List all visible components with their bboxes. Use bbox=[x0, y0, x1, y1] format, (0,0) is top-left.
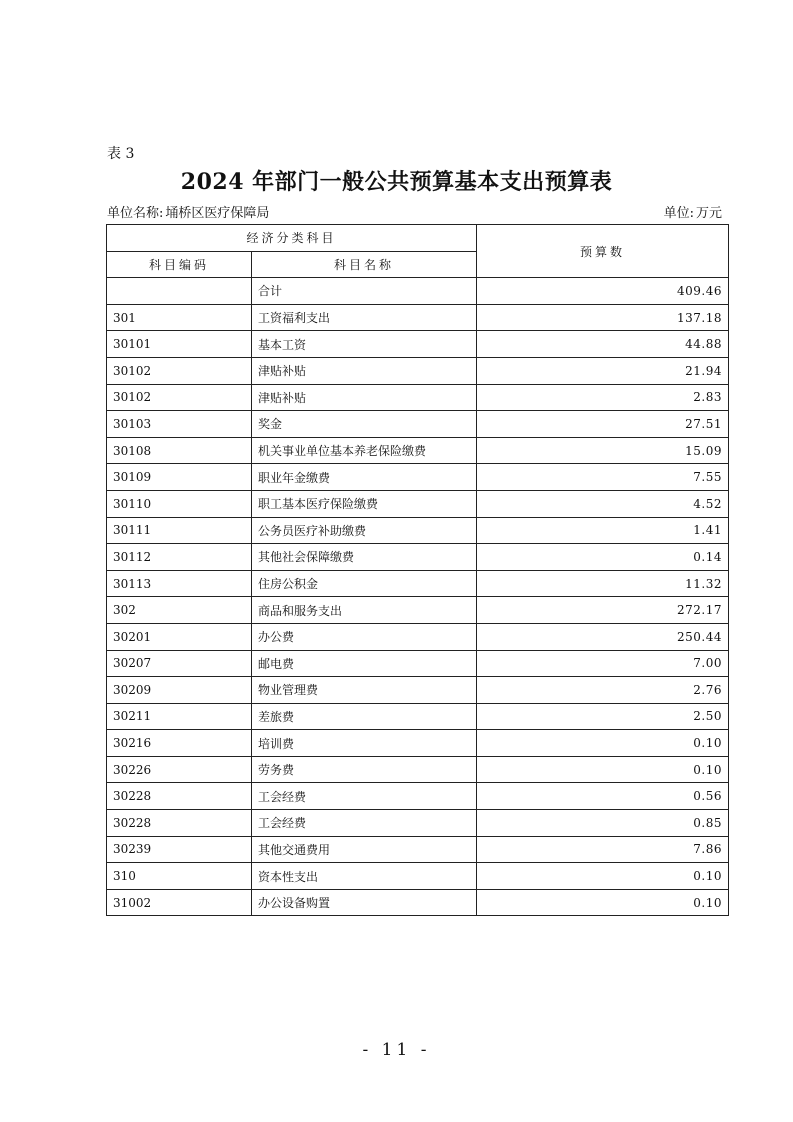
row-budget-amount: 0.10 bbox=[477, 730, 729, 757]
table-row bbox=[107, 304, 729, 331]
table-row bbox=[107, 570, 729, 597]
unit-label: 单位: bbox=[663, 206, 694, 221]
table-row bbox=[107, 650, 729, 677]
row-item-code: 30111 bbox=[107, 517, 252, 544]
row-item-name: 住房公积金 bbox=[252, 570, 477, 597]
row-item-name: 物业管理费 bbox=[252, 677, 477, 704]
table-row bbox=[107, 544, 729, 571]
table-row bbox=[107, 437, 729, 464]
row-item-code: 302 bbox=[107, 597, 252, 624]
row-item-name: 职业年金缴费 bbox=[252, 464, 477, 491]
row-budget-amount: 4.52 bbox=[477, 490, 729, 517]
table-row bbox=[107, 278, 729, 305]
row-item-code bbox=[107, 278, 252, 305]
unit-name-value: 埇桥区医疗保障局 bbox=[165, 206, 270, 221]
row-budget-amount: 7.86 bbox=[477, 836, 729, 863]
table-row bbox=[107, 889, 729, 916]
table-row bbox=[107, 623, 729, 650]
row-budget-amount: 0.85 bbox=[477, 810, 729, 837]
row-budget-amount: 2.76 bbox=[477, 677, 729, 704]
table-row bbox=[107, 703, 729, 730]
row-item-code: 30211 bbox=[107, 703, 252, 730]
table-row bbox=[107, 331, 729, 358]
table-row bbox=[107, 836, 729, 863]
row-item-code: 30226 bbox=[107, 756, 252, 783]
row-budget-amount: 44.88 bbox=[477, 331, 729, 358]
header-budget-amount: 预算数 bbox=[477, 225, 729, 278]
row-item-name: 培训费 bbox=[252, 730, 477, 757]
table-row bbox=[107, 384, 729, 411]
table-row bbox=[107, 517, 729, 544]
table-row bbox=[107, 677, 729, 704]
table-row bbox=[107, 490, 729, 517]
row-item-code: 30112 bbox=[107, 544, 252, 571]
table-row bbox=[107, 597, 729, 624]
row-budget-amount: 0.10 bbox=[477, 756, 729, 783]
row-item-code: 31002 bbox=[107, 889, 252, 916]
row-item-name: 其他社会保障缴费 bbox=[252, 544, 477, 571]
budget-table bbox=[106, 224, 729, 916]
page-title: 2024 年部门一般公共预算基本支出预算表 bbox=[180, 169, 613, 195]
unit-name-group bbox=[107, 202, 269, 221]
row-budget-amount: 272.17 bbox=[477, 597, 729, 624]
row-item-name: 工会经费 bbox=[252, 783, 477, 810]
row-budget-amount: 21.94 bbox=[477, 357, 729, 384]
table-row bbox=[107, 810, 729, 837]
unit-value: 万元 bbox=[695, 206, 722, 221]
row-item-name: 公务员医疗补助缴费 bbox=[252, 517, 477, 544]
row-budget-amount: 11.32 bbox=[477, 570, 729, 597]
row-item-name: 合计 bbox=[252, 278, 477, 305]
row-item-name: 其他交通费用 bbox=[252, 836, 477, 863]
row-item-code: 30201 bbox=[107, 623, 252, 650]
row-item-name: 资本性支出 bbox=[252, 863, 477, 890]
row-budget-amount: 1.41 bbox=[477, 517, 729, 544]
table-row bbox=[107, 730, 729, 757]
row-item-code: 30101 bbox=[107, 331, 252, 358]
row-item-code: 30109 bbox=[107, 464, 252, 491]
row-item-name: 津贴补贴 bbox=[252, 357, 477, 384]
table-row bbox=[107, 357, 729, 384]
row-item-code: 30228 bbox=[107, 783, 252, 810]
unit-name-label: 单位名称: bbox=[107, 206, 164, 221]
row-item-code: 30110 bbox=[107, 490, 252, 517]
row-item-code: 30207 bbox=[107, 650, 252, 677]
row-item-name: 劳务费 bbox=[252, 756, 477, 783]
table-row bbox=[107, 464, 729, 491]
row-item-code: 30239 bbox=[107, 836, 252, 863]
row-budget-amount: 0.10 bbox=[477, 889, 729, 916]
row-item-code: 30102 bbox=[107, 384, 252, 411]
row-item-code: 30216 bbox=[107, 730, 252, 757]
header-group-economic-category: 经济分类科目 bbox=[107, 225, 477, 252]
row-item-name: 基本工资 bbox=[252, 331, 477, 358]
row-item-name: 职工基本医疗保险缴费 bbox=[252, 490, 477, 517]
row-budget-amount: 0.56 bbox=[477, 783, 729, 810]
row-item-name: 工会经费 bbox=[252, 810, 477, 837]
row-item-name: 津贴补贴 bbox=[252, 384, 477, 411]
row-item-code: 301 bbox=[107, 304, 252, 331]
row-budget-amount: 250.44 bbox=[477, 623, 729, 650]
row-budget-amount: 27.51 bbox=[477, 411, 729, 438]
table-row bbox=[107, 411, 729, 438]
row-item-name: 商品和服务支出 bbox=[252, 597, 477, 624]
row-item-name: 邮电费 bbox=[252, 650, 477, 677]
row-item-name: 机关事业单位基本养老保险缴费 bbox=[252, 437, 477, 464]
row-item-name: 差旅费 bbox=[252, 703, 477, 730]
row-budget-amount: 0.14 bbox=[477, 544, 729, 571]
table-body bbox=[107, 278, 729, 916]
row-item-code: 30108 bbox=[107, 437, 252, 464]
meta-row bbox=[107, 202, 722, 221]
row-item-code: 310 bbox=[107, 863, 252, 890]
row-item-code: 30113 bbox=[107, 570, 252, 597]
row-item-code: 30209 bbox=[107, 677, 252, 704]
table-row bbox=[107, 783, 729, 810]
header-item-name: 科目名称 bbox=[252, 251, 477, 278]
table-row bbox=[107, 863, 729, 890]
table-number-label: 表 3 bbox=[107, 146, 135, 162]
row-item-name: 工资福利支出 bbox=[252, 304, 477, 331]
unit-group bbox=[664, 202, 722, 221]
row-item-code: 30228 bbox=[107, 810, 252, 837]
row-budget-amount: 2.50 bbox=[477, 703, 729, 730]
row-item-code: 30102 bbox=[107, 357, 252, 384]
row-item-code: 30103 bbox=[107, 411, 252, 438]
row-budget-amount: 409.46 bbox=[477, 278, 729, 305]
row-budget-amount: 7.00 bbox=[477, 650, 729, 677]
row-item-name: 办公费 bbox=[252, 623, 477, 650]
row-item-name: 奖金 bbox=[252, 411, 477, 438]
table-header bbox=[107, 225, 729, 278]
table-row bbox=[107, 756, 729, 783]
row-budget-amount: 0.10 bbox=[477, 863, 729, 890]
row-budget-amount: 15.09 bbox=[477, 437, 729, 464]
header-item-code: 科目编码 bbox=[107, 251, 252, 278]
row-budget-amount: 137.18 bbox=[477, 304, 729, 331]
row-item-name: 办公设备购置 bbox=[252, 889, 477, 916]
page-number: - 11 - bbox=[362, 1040, 431, 1060]
row-budget-amount: 2.83 bbox=[477, 384, 729, 411]
row-budget-amount: 7.55 bbox=[477, 464, 729, 491]
